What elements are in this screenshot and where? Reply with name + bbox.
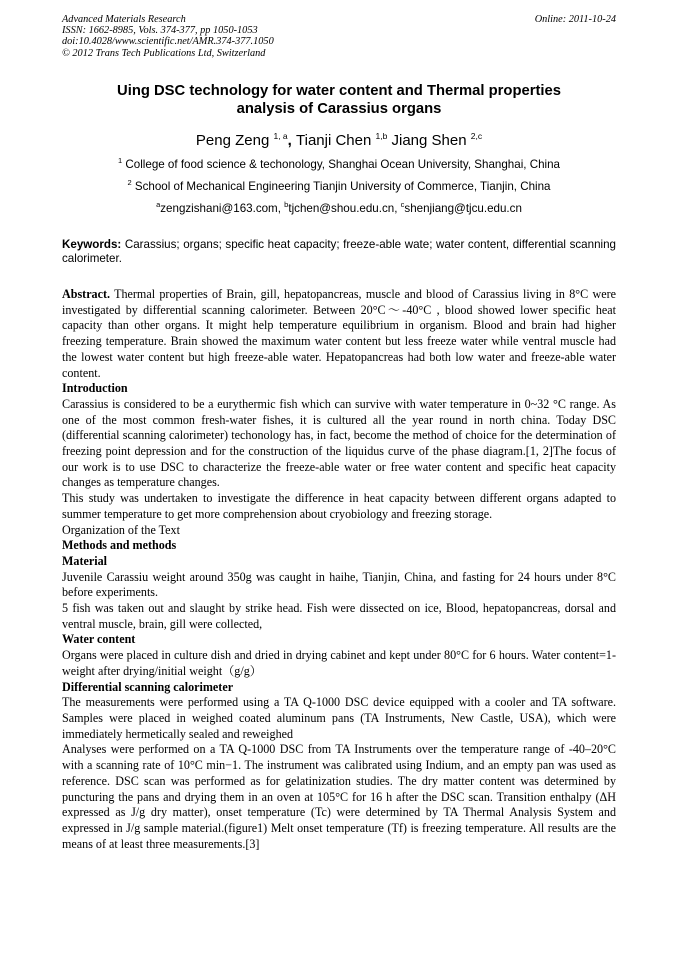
email-b: tjchen@shou.edu.cn,: [288, 202, 401, 215]
keywords: [62, 238, 616, 266]
email-a: zengzishani@163.com,: [160, 202, 285, 215]
email-line: [62, 202, 616, 216]
paper-body: [62, 287, 616, 852]
abstract-text: Thermal properties of Brain, gill, hepatopancreas, muscle and blood of Carassius living in 8°C were investigated by differential scanning calorimeter. Between 20°C～-40°C , blood showed lower specific heat capacity than other organs. It might help temperature equilibrium in organism. Blood and brain had higher freezing temperature. Brain showed the maximum water content but less freeze water while ventral muscle had the lowest water content but high freeze-able water. Hepatopancreas had both low water and freeze-able water content.: [62, 287, 616, 380]
email-c: shenjiang@tjcu.edu.cn: [404, 202, 522, 215]
affiliation-text: College of food science & techonology, Shanghai Ocean University, Shanghai, China: [122, 158, 560, 171]
copyright-line: © 2012 Trans Tech Publications Ltd, Switzerland: [62, 47, 266, 59]
intro-paragraph-3: Organization of the Text: [62, 522, 180, 537]
author-name: Tianji Chen: [296, 132, 376, 149]
email-mark: c: [400, 200, 405, 209]
journal-name: Advanced Materials Research: [62, 14, 186, 25]
email-mark: b: [284, 200, 289, 209]
water-paragraph-1: Organs were placed in culture dish and dried in drying cabinet and kept under 80°C for 6 hours. Water content=1-weight after drying/initial weight（g/g）: [62, 648, 616, 678]
doi-line: doi:10.4028/www.scientific.net/AMR.374-377.1050: [62, 36, 274, 48]
keywords-text: Carassius; organs; specific heat capacity; freeze-able wate; water content, differential scanning calorimeter.: [62, 238, 616, 265]
journal-header: [62, 14, 616, 59]
heading-dsc: Differential scanning calorimeter: [62, 679, 234, 694]
affiliation-1: [62, 158, 616, 172]
intro-paragraph-2: This study was undertaken to investigate the difference in heat capacity between different organs adapted to summer temperature to get more comprehension about cryobiology and freezing storage.: [62, 491, 616, 521]
heading-water-content: Water content: [62, 632, 136, 647]
email-mark: a: [156, 200, 161, 209]
affiliation-mark: 2: [127, 178, 132, 187]
paper-title: [62, 82, 616, 118]
affiliation-mark: 1: [118, 156, 123, 165]
author-separator: ,: [287, 132, 297, 149]
keywords-label: Keywords:: [62, 238, 122, 251]
abstract-label: Abstract.: [62, 287, 111, 301]
author-affil-mark: 1,b: [375, 131, 388, 141]
dsc-paragraph-2: Analyses were performed on a TA Q-1000 DSC from TA Instruments over the temperature range of -40–20°C with a scanning rate of 10°C min−1. The instrument was calibrated using Indium, and an empty pan was used as reference. DSC scan was performed as for gelatinization studies. The dry matter content was determined by puncturing the pans and drying them in an oven at 105°C for 16 h after the DSC scan. Transition enthalpy (ΔH expressed as J/g dry matter), onset temperature (Tc) were determined by TA Thermal Analysis System and expressed in J/g sample material.(figure1) Melt onset temperature (Tf) is freezing temperature. All results are the means of at least three measurements.[3]: [62, 742, 616, 851]
heading-material: Material: [62, 553, 107, 568]
author-list: [62, 131, 616, 151]
heading-introduction: Introduction: [62, 381, 128, 396]
dsc-paragraph-1: The measurements were performed using a TA Q-1000 DSC device equipped with a cooler and TA software. Samples were placed in weighed coated aluminum pans (TA Instruments, New Castle, USA), which were immediately hermetically sealed and reweighed: [62, 695, 616, 741]
material-paragraph-1: Juvenile Carassiu weight around 350g was caught in haihe, Tianjin, China, and fasting for 24 hours under 8°C before experiments.: [62, 569, 616, 600]
title-line-1: Uing DSC technology for water content and Thermal properties: [117, 83, 561, 99]
intro-paragraph-1: Carassius is considered to be a eurythermic fish which can survive with water temperature in 0~32 °C range. As one of the most common fresh-water fishes, it is cultured all the year round in north china. Today DSC (differential scanning calorimeter) techonology has, in fact, become the method of choice for the determination of freezing point depression and for the construction of the liquidus curve of the phase diagram.[1, 2]The focus of our work is to use DSC to characterize the freeze-able water or free water content and specific heat capacity changes as temperature changes.: [62, 396, 616, 490]
title-line-2: analysis of Carassius organs: [236, 101, 442, 117]
heading-methods: Methods and methods: [62, 538, 177, 553]
author-affil-mark: 1, a: [273, 131, 288, 141]
author-name: Peng Zeng: [195, 132, 274, 149]
affiliation-text: School of Mechanical Engineering Tianjin University of Commerce, Tianjin, China: [131, 180, 551, 193]
online-date: Online: 2011-10-24: [534, 14, 616, 25]
issn-line: ISSN: 1662-8985, Vols. 374-377, pp 1050-1053: [62, 25, 258, 37]
author-name: Jiang Shen: [391, 132, 471, 149]
abstract: [62, 287, 616, 381]
affiliation-2: [62, 180, 616, 194]
author-affil-mark: 2,c: [470, 131, 483, 141]
material-paragraph-2: 5 fish was taken out and slaught by strike head. Fish were dissected on ice, Blood, hepatopancreas, dorsal and ventral muscle, brain, gill were collected,: [62, 601, 616, 631]
